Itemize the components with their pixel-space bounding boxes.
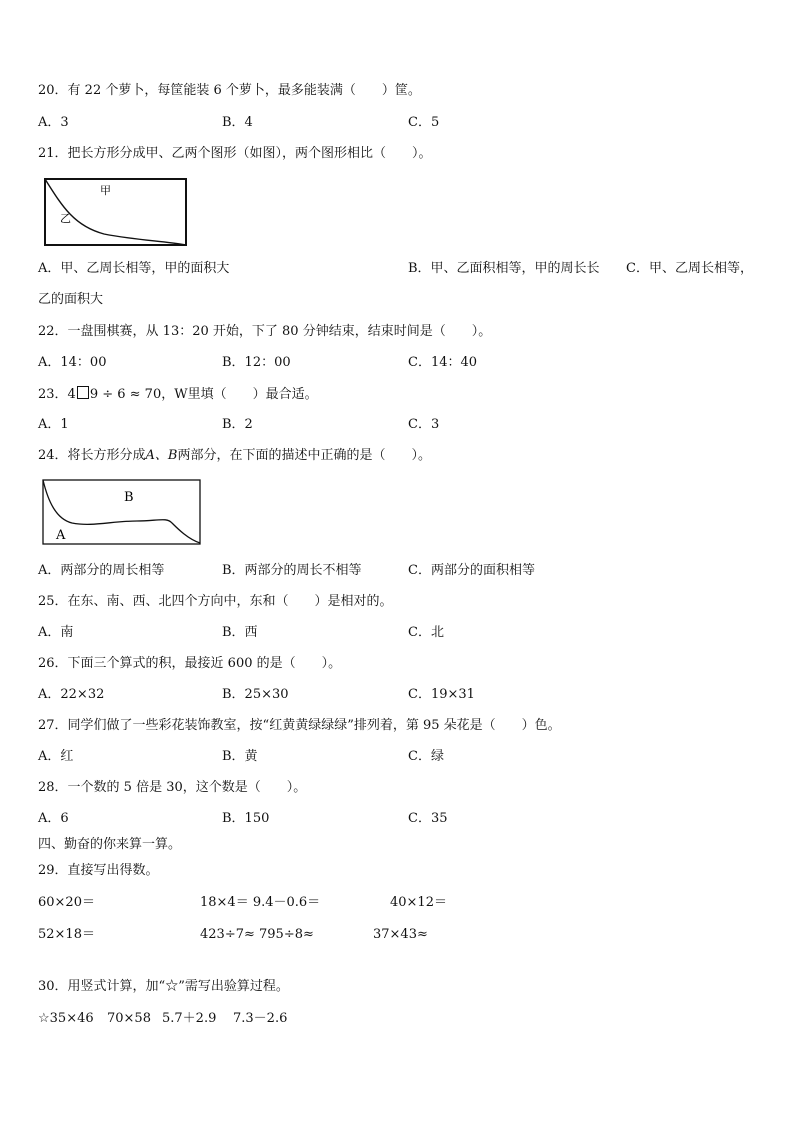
q25-stem: 25．在东、南、西、北四个方向中，东和（ ）是相对的。 — [38, 594, 393, 609]
q29-row1-item: 40×12＝ — [390, 895, 447, 910]
q22-option-b: B．12：00 — [222, 355, 291, 370]
q29-row2-item: 52×18＝ — [38, 927, 95, 942]
q29-stem: 29．直接写出得数。 — [38, 863, 159, 878]
q24-prefix: 24．将长方形分成 — [38, 448, 146, 463]
q28-option-b: B．150 — [222, 811, 270, 826]
q30-item: 7.3－2.6 — [233, 1011, 288, 1026]
q30-item: ☆35×46 — [38, 1011, 94, 1026]
q21-option-c-cont: 乙的面积大 — [38, 292, 104, 307]
q25-option-c: C．北 — [408, 625, 444, 640]
q27-option-a: A．红 — [38, 749, 74, 764]
q25-option-a: A．南 — [38, 625, 74, 640]
q21-label-jia: 甲 — [100, 184, 111, 197]
q24-option-c: C．两部分的面积相等 — [408, 563, 535, 578]
q26-stem: 26．下面三个算式的积，最接近 600 的是（ ）。 — [38, 656, 342, 671]
q21-stem: 21．把长方形分成甲、乙两个图形（如图），两个图形相比（ ）。 — [38, 146, 432, 161]
q21-option-c: C．甲、乙周长相等， — [626, 261, 753, 276]
q29-row1-item: 60×20＝ — [38, 895, 95, 910]
q29-row1-item: 18×4＝ 9.4－0.6＝ — [200, 895, 321, 910]
q25-option-b: B．西 — [222, 625, 258, 640]
q22-option-a: A．14：00 — [38, 355, 107, 370]
q23-option-c: C．3 — [408, 417, 440, 432]
q28-stem: 28．一个数的 5 倍是 30，这个数是（ ）。 — [38, 780, 307, 795]
q22-stem: 22．一盘围棋赛，从 13：20 开始，下了 80 分钟结束，结束时间是（ ）。 — [38, 324, 492, 339]
q26-option-a: A．22×32 — [38, 687, 105, 702]
q27-stem: 27．同学们做了一些彩花装饰教室，按“红黄黄绿绿绿”排列着，第 95 朵花是（ ）色。 — [38, 718, 561, 733]
q29-row2-item: 37×43≈ — [373, 927, 428, 942]
q23-expr-b: 9 ÷ 6 ≈ 70， — [89, 387, 175, 402]
q24-mid: A、B — [145, 448, 178, 463]
q24-option-a: A．两部分的周长相等 — [38, 563, 165, 578]
q20-stem: 20．有 22 个萝卜，每筐能装 6 个萝卜，最多能装满（ ）筐。 — [38, 83, 421, 98]
q23-suffix: W里填（ ）最合适。 — [174, 387, 318, 402]
q21-option-b: B．甲、乙面积相等，甲的周长长 — [408, 261, 600, 276]
q30-item: 70×58 — [107, 1011, 151, 1026]
q20-option-a: A．3 — [38, 115, 69, 130]
q29-row2-item: 423÷7≈ 795÷8≈ — [200, 927, 314, 942]
q26-option-b: B．25×30 — [222, 687, 289, 702]
q24-option-b: B．两部分的周长不相等 — [222, 563, 362, 578]
q30-item: 5.7＋2.9 — [162, 1011, 217, 1026]
q22-option-c: C．14：40 — [408, 355, 478, 370]
q26-option-c: C．19×31 — [408, 687, 475, 702]
q21-label-yi: 乙 — [60, 212, 71, 225]
q30-stem: 30．用竖式计算，加“☆”需写出验算过程。 — [38, 979, 289, 994]
q28-option-a: A．6 — [38, 811, 69, 826]
blank-box-icon — [77, 386, 89, 399]
q24-stem — [38, 448, 431, 464]
q24-suffix: 两部分，在下面的描述中正确的是（ ）。 — [177, 448, 432, 463]
q21-rectangle-figure — [44, 178, 188, 248]
q24-label-a: A — [56, 528, 66, 543]
q21-option-a: A．甲、乙周长相等，甲的面积大 — [38, 261, 230, 276]
q20-option-c: C．5 — [408, 115, 440, 130]
q28-option-c: C．35 — [408, 811, 448, 826]
q23-prefix: 23． — [38, 387, 68, 402]
q23-stem — [38, 386, 318, 403]
q23-expr-a: 4 — [67, 387, 76, 402]
q27-option-c: C．绿 — [408, 749, 444, 764]
q27-option-b: B．黄 — [222, 749, 258, 764]
q23-option-b: B．2 — [222, 417, 253, 432]
q23-option-a: A．1 — [38, 417, 69, 432]
section-title: 四、勤奋的你来算一算。 — [38, 837, 182, 852]
q20-option-b: B．4 — [222, 115, 253, 130]
q24-label-b: B — [124, 490, 134, 505]
q24-rectangle-figure — [42, 479, 202, 547]
